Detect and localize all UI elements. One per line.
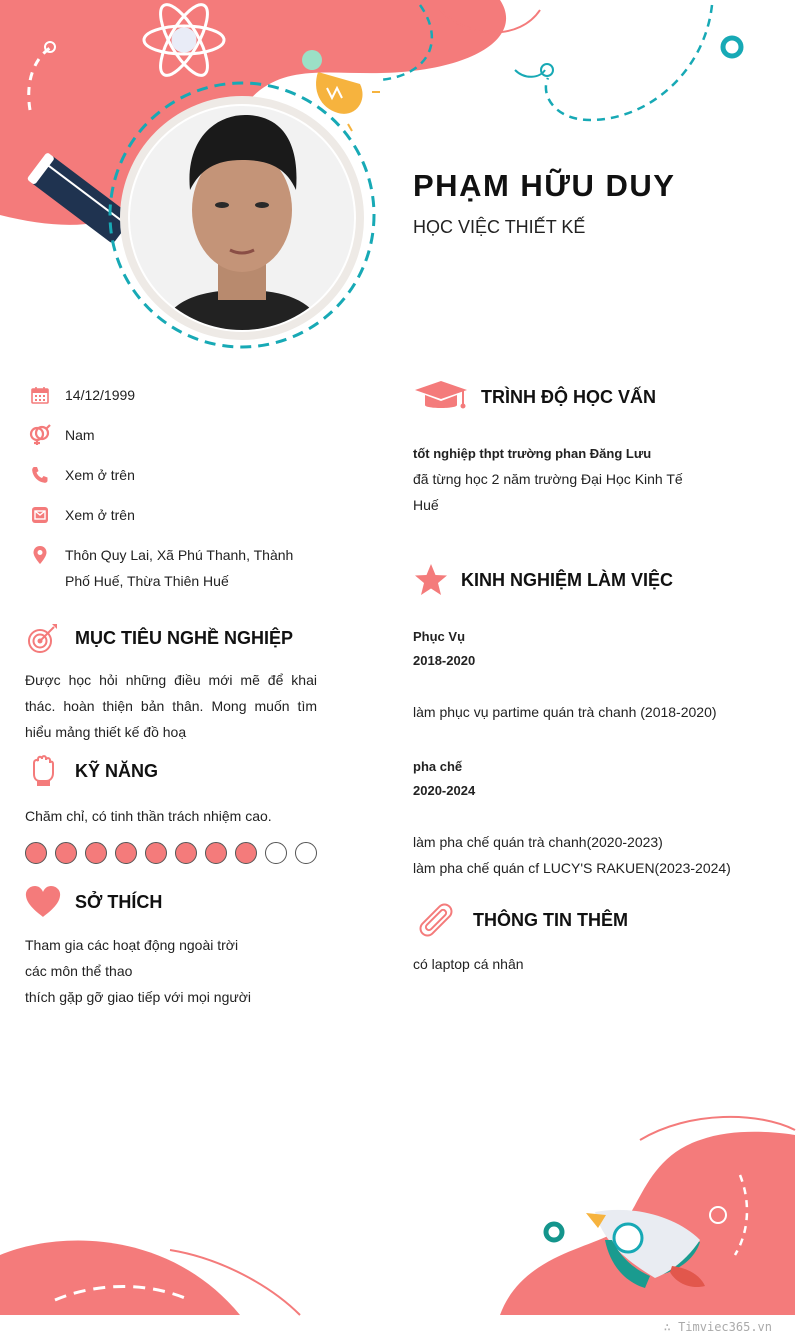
candidate-name: PHẠM HỮU DUY (413, 168, 676, 203)
skill-rating (25, 842, 325, 864)
experience-description: làm phục vụ partime quán trà chanh (2018-2020) (413, 704, 717, 720)
skill-dot-filled (85, 842, 107, 864)
contact-address-text: Thôn Quy Lai, Xã Phú Thanh, Thành Phố Huế, Thừa Thiên Huế (65, 547, 294, 589)
hobbies-list (25, 932, 325, 1010)
skills-heading (25, 754, 158, 788)
experience-title: KINH NGHIỆM LÀM VIỆC (461, 569, 674, 590)
experience-line: làm pha chế quán cf LUCY'S RAKUEN(2023-2024) (413, 860, 731, 876)
graduation-cap-icon (413, 380, 469, 414)
star-icon (413, 563, 449, 597)
skill-dot-filled (175, 842, 197, 864)
candidate-role: HỌC VIỆC THIẾT KẾ (413, 217, 586, 237)
contact-birthday-text: 14/12/1999 (65, 387, 136, 403)
skill-dot-filled (55, 842, 77, 864)
skill-dot-filled (145, 842, 167, 864)
gender-icon (28, 424, 52, 446)
education-heading (413, 380, 656, 414)
hobbies-heading (25, 886, 162, 918)
extra-title: THÔNG TIN THÊM (473, 909, 628, 930)
skills-text: Chăm chỉ, có tinh thần trách nhiệm cao. (25, 808, 272, 824)
skill-dot-filled (115, 842, 137, 864)
fist-icon (25, 754, 61, 788)
contact-phone (28, 464, 328, 488)
contact-phone-text: Xem ở trên (65, 467, 135, 483)
education-detail: đã từng học 2 năm trường Đại Học Kinh Tế Huế (413, 471, 683, 513)
experience-position: pha chế (413, 759, 463, 774)
avatar (0, 0, 800, 360)
paperclip-icon (413, 900, 459, 940)
education-title: TRÌNH ĐỘ HỌC VẤN (481, 386, 656, 407)
experience-line: làm pha chế quán trà chanh(2020-2023) (413, 834, 663, 850)
hobby-item: thích gặp gỡ giao tiếp với mọi người (25, 989, 252, 1005)
target-icon (25, 620, 61, 656)
phone-icon (28, 464, 52, 486)
experience-period: 2018-2020 (413, 653, 476, 668)
calendar-icon (28, 384, 52, 406)
contact-email (28, 504, 328, 528)
skills-title: KỸ NĂNG (75, 760, 159, 781)
location-pin-icon (28, 544, 52, 566)
coral-blob-bottom-right (500, 1132, 795, 1315)
skill-dot-filled (205, 842, 227, 864)
objective-heading (25, 620, 293, 656)
hobbies-title: SỞ THÍCH (75, 891, 163, 912)
contact-birthday (28, 384, 328, 408)
experience-heading (413, 563, 673, 597)
objective-title: MỤC TIÊU NGHỀ NGHIỆP (75, 627, 294, 648)
watermark: ∴ Timviec365.vn (663, 1320, 772, 1334)
teal-ring-icon (546, 1224, 562, 1240)
skill-dot-filled (25, 842, 47, 864)
skill-dot-empty (265, 842, 287, 864)
experience-period: 2020-2024 (413, 783, 476, 798)
email-icon (28, 504, 52, 526)
skill-dot-filled (235, 842, 257, 864)
contact-email-text: Xem ở trên (65, 507, 135, 523)
hobby-item: Tham gia các hoạt động ngoài trời (25, 937, 239, 953)
contact-address (28, 544, 328, 594)
experience-description (413, 829, 783, 881)
extra-text: có laptop cá nhân (413, 956, 524, 972)
contact-gender (28, 424, 328, 448)
coral-blob-bottom-left (0, 1241, 240, 1315)
hobby-item: các môn thể thao (25, 963, 133, 979)
experience-position: Phục Vụ (413, 629, 466, 644)
contact-gender-text: Nam (65, 427, 95, 443)
contact-list (28, 384, 328, 610)
rocket-icon (586, 1210, 705, 1288)
extra-heading (413, 900, 628, 940)
objective-text: Được học hỏi những điều mới mẽ để khai thác. hoàn thiện bản thân. Mong muốn tìm hiểu mảng thiết kế đồ hoạ (25, 672, 317, 740)
education-school: tốt nghiệp thpt trường phan Đăng Lưu (413, 446, 652, 461)
skill-dot-empty (295, 842, 317, 864)
heart-icon (25, 886, 61, 918)
